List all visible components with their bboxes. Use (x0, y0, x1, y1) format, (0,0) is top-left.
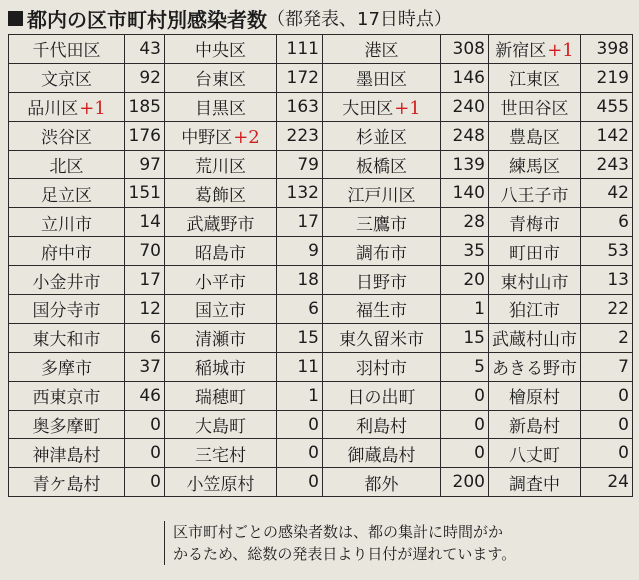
municipality-name (489, 237, 581, 266)
municipality-name (9, 92, 125, 121)
case-count: 17 (125, 266, 165, 295)
municipality-name (9, 381, 125, 410)
municipality-name (323, 63, 441, 92)
municipality-name (489, 63, 581, 92)
municipality-name (9, 35, 125, 64)
municipality-name (323, 439, 441, 468)
case-count: 6 (581, 208, 633, 237)
municipality-name (165, 410, 277, 439)
table-row (9, 295, 633, 324)
case-count: 219 (581, 63, 633, 92)
table-row (9, 410, 633, 439)
case-count: 1 (277, 381, 323, 410)
table-row (9, 150, 633, 179)
municipality-name (165, 381, 277, 410)
municipality-label: 多摩市 (41, 359, 92, 380)
municipality-name (9, 468, 125, 497)
municipality-label: 日野市 (356, 272, 407, 293)
municipality-label: 葛飾区 (195, 185, 246, 206)
case-count: 28 (441, 208, 489, 237)
municipality-label: 檜原村 (509, 388, 560, 409)
municipality-label: 奥多摩町 (32, 417, 101, 438)
municipality-name (323, 92, 441, 121)
case-count: 20 (441, 266, 489, 295)
municipality-name (489, 352, 581, 381)
case-count: 0 (125, 439, 165, 468)
table-row (9, 35, 633, 64)
municipality-label: 瑞穂町 (195, 388, 246, 409)
municipality-label: 世田谷区 (500, 99, 569, 120)
case-count: 11 (277, 352, 323, 381)
municipality-label: 昭島市 (195, 243, 246, 264)
case-count: 111 (277, 35, 323, 64)
municipality-label: 日の出町 (347, 388, 416, 409)
municipality-name (323, 352, 441, 381)
case-count: 308 (441, 35, 489, 64)
municipality-name (9, 237, 125, 266)
municipality-label: 墨田区 (356, 70, 407, 91)
municipality-label: 国立市 (195, 301, 246, 322)
article-title (8, 4, 452, 32)
municipality-label: 品川区 (27, 99, 79, 120)
municipality-label: 青ケ島村 (32, 474, 101, 495)
municipality-name (9, 352, 125, 381)
municipality-name (165, 121, 277, 150)
municipality-label: 中央区 (195, 41, 246, 62)
table-row (9, 208, 633, 237)
municipality-label: 小平市 (195, 272, 246, 293)
municipality-name (9, 323, 125, 352)
footnote (164, 521, 635, 565)
municipality-name (323, 35, 441, 64)
case-count: 200 (441, 468, 489, 497)
municipality-name (9, 150, 125, 179)
municipality-name (489, 323, 581, 352)
case-count: 43 (125, 35, 165, 64)
case-count: 7 (581, 352, 633, 381)
municipality-name (165, 323, 277, 352)
case-count: 18 (277, 266, 323, 295)
case-count: 53 (581, 237, 633, 266)
table-row (9, 381, 633, 410)
municipality-label: 目黒区 (195, 99, 246, 120)
case-count: 398 (581, 35, 633, 64)
case-count: 248 (441, 121, 489, 150)
municipality-name (9, 439, 125, 468)
case-count: 13 (581, 266, 633, 295)
case-count: 17 (277, 208, 323, 237)
municipality-label: 新島村 (509, 417, 560, 438)
municipality-name (165, 295, 277, 324)
municipality-label: 台東区 (195, 70, 246, 91)
municipality-name (165, 179, 277, 208)
case-count: 0 (581, 439, 633, 468)
municipality-label: 豊島区 (509, 128, 560, 149)
case-count: 0 (441, 439, 489, 468)
municipality-name (489, 266, 581, 295)
table-row (9, 63, 633, 92)
municipality-name (323, 179, 441, 208)
table-row (9, 121, 633, 150)
municipality-label: 小金井市 (32, 272, 101, 293)
municipality-name (323, 295, 441, 324)
case-count: 22 (581, 295, 633, 324)
case-count: 0 (581, 410, 633, 439)
municipality-name (9, 208, 125, 237)
case-count: 139 (441, 150, 489, 179)
case-count: 172 (277, 63, 323, 92)
municipality-label: 八丈町 (509, 445, 560, 466)
municipality-name (323, 410, 441, 439)
municipality-name (323, 208, 441, 237)
case-count: 0 (277, 468, 323, 497)
case-count: 14 (125, 208, 165, 237)
case-count: 176 (125, 121, 165, 150)
municipality-label: 千代田区 (32, 41, 101, 62)
handwritten-increment: +1 (547, 40, 574, 62)
municipality-label: 福生市 (356, 301, 407, 322)
municipality-label: 清瀬市 (195, 330, 246, 351)
municipality-label: 八王子市 (500, 185, 569, 206)
municipality-label: 青梅市 (509, 214, 560, 235)
municipality-name (9, 266, 125, 295)
table-row (9, 352, 633, 381)
municipality-label: 東村山市 (500, 272, 569, 293)
footnote-line-1: 区市町村ごとの感染者数は、都の集計に時間がか (173, 523, 504, 541)
case-count: 163 (277, 92, 323, 121)
municipality-name (165, 237, 277, 266)
case-count: 240 (441, 92, 489, 121)
municipality-label: 港区 (364, 41, 399, 62)
case-count: 146 (441, 63, 489, 92)
title-subtitle: （都発表、17日時点） (267, 9, 452, 30)
case-count: 185 (125, 92, 165, 121)
case-count: 9 (277, 237, 323, 266)
municipality-name (323, 468, 441, 497)
case-count: 15 (277, 323, 323, 352)
case-count: 42 (581, 179, 633, 208)
municipality-name (165, 352, 277, 381)
case-count: 1 (441, 295, 489, 324)
municipality-label: 調査中 (509, 474, 560, 495)
case-count: 70 (125, 237, 165, 266)
municipality-name (165, 208, 277, 237)
municipality-name (489, 410, 581, 439)
municipality-name (165, 439, 277, 468)
municipality-label: 文京区 (41, 70, 92, 91)
municipality-label: 神津島村 (32, 445, 101, 466)
case-count: 12 (125, 295, 165, 324)
municipality-label: 立川市 (41, 214, 92, 235)
table-row (9, 266, 633, 295)
case-count: 132 (277, 179, 323, 208)
case-count: 0 (441, 410, 489, 439)
infection-count-table (8, 34, 633, 497)
municipality-name (323, 150, 441, 179)
case-count: 15 (441, 323, 489, 352)
municipality-name (489, 35, 581, 64)
title-text: 都内の区市町村別感染者数 (27, 7, 267, 32)
case-count: 140 (441, 179, 489, 208)
municipality-label: 杉並区 (356, 128, 407, 149)
municipality-name (9, 179, 125, 208)
case-count: 46 (125, 381, 165, 410)
municipality-label: 三鷹市 (356, 214, 407, 235)
municipality-name (165, 150, 277, 179)
municipality-name (489, 92, 581, 121)
case-count: 151 (125, 179, 165, 208)
municipality-name (323, 121, 441, 150)
municipality-label: 渋谷区 (41, 128, 92, 149)
municipality-label: 武蔵野市 (186, 214, 255, 235)
municipality-name (165, 468, 277, 497)
municipality-name (489, 179, 581, 208)
municipality-label: あきる野市 (492, 359, 577, 380)
municipality-label: 江戸川区 (347, 185, 416, 206)
municipality-name (9, 295, 125, 324)
municipality-name (489, 468, 581, 497)
municipality-label: 足立区 (41, 185, 92, 206)
municipality-label: 大田区 (342, 99, 394, 120)
municipality-name (323, 237, 441, 266)
municipality-name (489, 439, 581, 468)
case-count: 0 (277, 410, 323, 439)
municipality-label: 小笠原村 (186, 474, 255, 495)
municipality-label: 利島村 (356, 417, 407, 438)
municipality-label: 練馬区 (509, 157, 560, 177)
municipality-name (323, 266, 441, 295)
municipality-name (165, 266, 277, 295)
municipality-label: 中野区 (181, 128, 233, 149)
municipality-label: 東久留米市 (339, 330, 424, 351)
municipality-label: 板橋区 (356, 157, 407, 177)
case-count: 0 (277, 439, 323, 468)
handwritten-increment: +1 (394, 98, 421, 120)
municipality-label: 荒川区 (195, 157, 246, 177)
municipality-name (323, 323, 441, 352)
municipality-label: 町田市 (509, 243, 560, 264)
case-count: 6 (277, 295, 323, 324)
municipality-name (165, 63, 277, 92)
municipality-label: 武蔵村山市 (492, 330, 577, 351)
case-count: 6 (125, 323, 165, 352)
case-count: 92 (125, 63, 165, 92)
municipality-label: 大島町 (195, 417, 246, 438)
municipality-name (9, 410, 125, 439)
case-count: 223 (277, 121, 323, 150)
municipality-label: 北区 (49, 157, 84, 177)
municipality-label: 江東区 (509, 70, 560, 91)
municipality-label: 西東京市 (32, 388, 101, 409)
case-count: 35 (441, 237, 489, 266)
table-row (9, 323, 633, 352)
handwritten-increment: +1 (79, 98, 106, 120)
municipality-name (489, 381, 581, 410)
municipality-name (165, 35, 277, 64)
municipality-label: 都外 (364, 474, 399, 495)
case-count: 2 (581, 323, 633, 352)
table-row (9, 179, 633, 208)
municipality-name (165, 92, 277, 121)
municipality-label: 調布市 (356, 243, 407, 264)
case-count: 455 (581, 92, 633, 121)
case-count: 243 (581, 150, 633, 179)
case-count: 79 (277, 150, 323, 179)
case-count: 37 (125, 352, 165, 381)
municipality-label: 新宿区 (495, 41, 547, 62)
municipality-name (9, 121, 125, 150)
municipality-name (323, 381, 441, 410)
square-bullet-icon (8, 11, 23, 26)
municipality-name (489, 121, 581, 150)
footnote-line-2: かるため、総数の発表日より日付が遅れています。 (173, 545, 517, 563)
municipality-label: 三宅村 (195, 445, 246, 466)
case-count: 5 (441, 352, 489, 381)
handwritten-increment: +2 (233, 127, 260, 149)
municipality-name (489, 150, 581, 179)
municipality-label: 国分寺市 (32, 301, 101, 322)
municipality-label: 御蔵島村 (347, 445, 416, 466)
table-row (9, 439, 633, 468)
municipality-label: 府中市 (41, 243, 92, 264)
case-count: 0 (125, 468, 165, 497)
municipality-name (489, 208, 581, 237)
case-count: 142 (581, 121, 633, 150)
municipality-name (489, 295, 581, 324)
municipality-label: 狛江市 (509, 301, 560, 322)
municipality-label: 羽村市 (356, 359, 407, 380)
case-count: 97 (125, 150, 165, 179)
case-count: 24 (581, 468, 633, 497)
municipality-name (9, 63, 125, 92)
municipality-label: 東大和市 (32, 330, 101, 351)
case-count: 0 (581, 381, 633, 410)
table-row (9, 237, 633, 266)
table-row (9, 468, 633, 497)
table-row (9, 92, 633, 121)
case-count: 0 (125, 410, 165, 439)
case-count: 0 (441, 381, 489, 410)
municipality-label: 稲城市 (195, 359, 246, 380)
